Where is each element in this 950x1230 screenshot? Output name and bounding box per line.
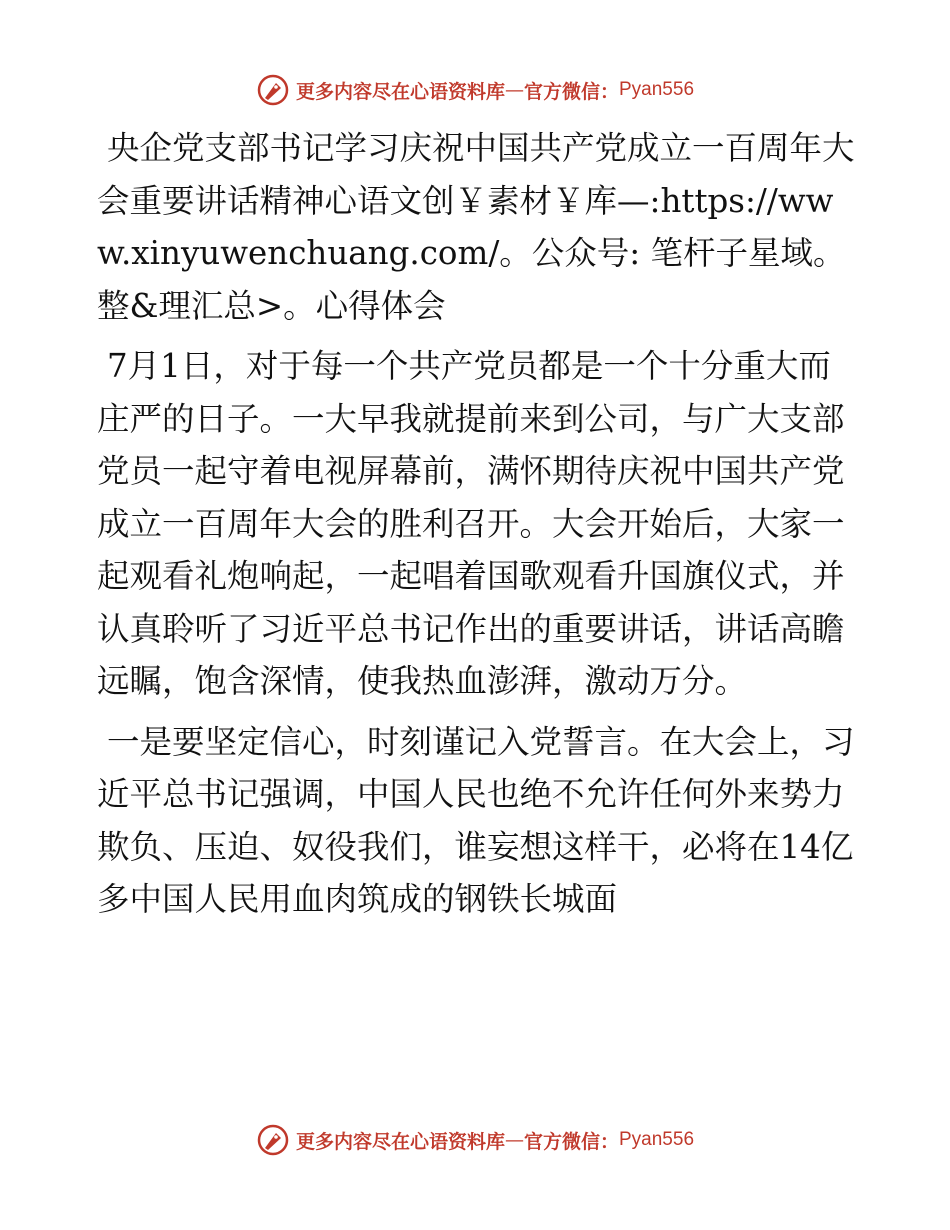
banner-separator: — xyxy=(504,79,524,101)
banner-brand-text: 更多内容尽在心语资料库 xyxy=(295,1130,505,1153)
header-banner xyxy=(0,70,950,110)
paragraph: 7月1日，对于每一个共产党员都是一个十分重大而庄严的日子。一大早我就提前来到公司，与广大支部党员一起守着电视屏幕前，满怀期待庆祝中国共产党成立一百周年大会的胜利召开。大会开始后，大家一起观看礼炮响起，一起唱着国歌观看升国旗仪式，并认真聆听了习近平总书记作出的重要讲话，讲话高瞻远瞩，饱含深情，使我热血澎湃，激动万分。 xyxy=(97,347,845,700)
footer-banner xyxy=(0,1120,950,1160)
paragraph-title: 央企党支部书记学习庆祝中国共产党成立一百周年大会重要讲话精神心语文创￥素材￥库—:https://www.xinyuwenchuang.com/。公众号: 笔杆子星域。整&理汇总>。心得体会 xyxy=(97,129,855,325)
banner-wechat-label: 官方微信： xyxy=(523,1130,619,1153)
banner-wechat-label: 官方微信： xyxy=(523,80,619,103)
paragraph: 一是要坚定信心，时刻谨记入党誓言。在大会上，习近平总书记强调，中国人民也绝不允许任何外来势力欺负、压迫、奴役我们，谁妄想这样干，必将在14亿多中国人民用血肉筑成的钢铁长城面 xyxy=(97,722,855,918)
pen-nib-logo-icon xyxy=(256,73,290,107)
banner-wechat-handle: Pyan556 xyxy=(619,1129,695,1150)
banner-brand-text: 更多内容尽在心语资料库 xyxy=(295,80,505,103)
pen-nib-logo-icon xyxy=(256,1123,290,1157)
banner-separator: — xyxy=(504,1129,524,1151)
document-body xyxy=(97,122,857,934)
banner-wechat-handle: Pyan556 xyxy=(619,79,695,100)
